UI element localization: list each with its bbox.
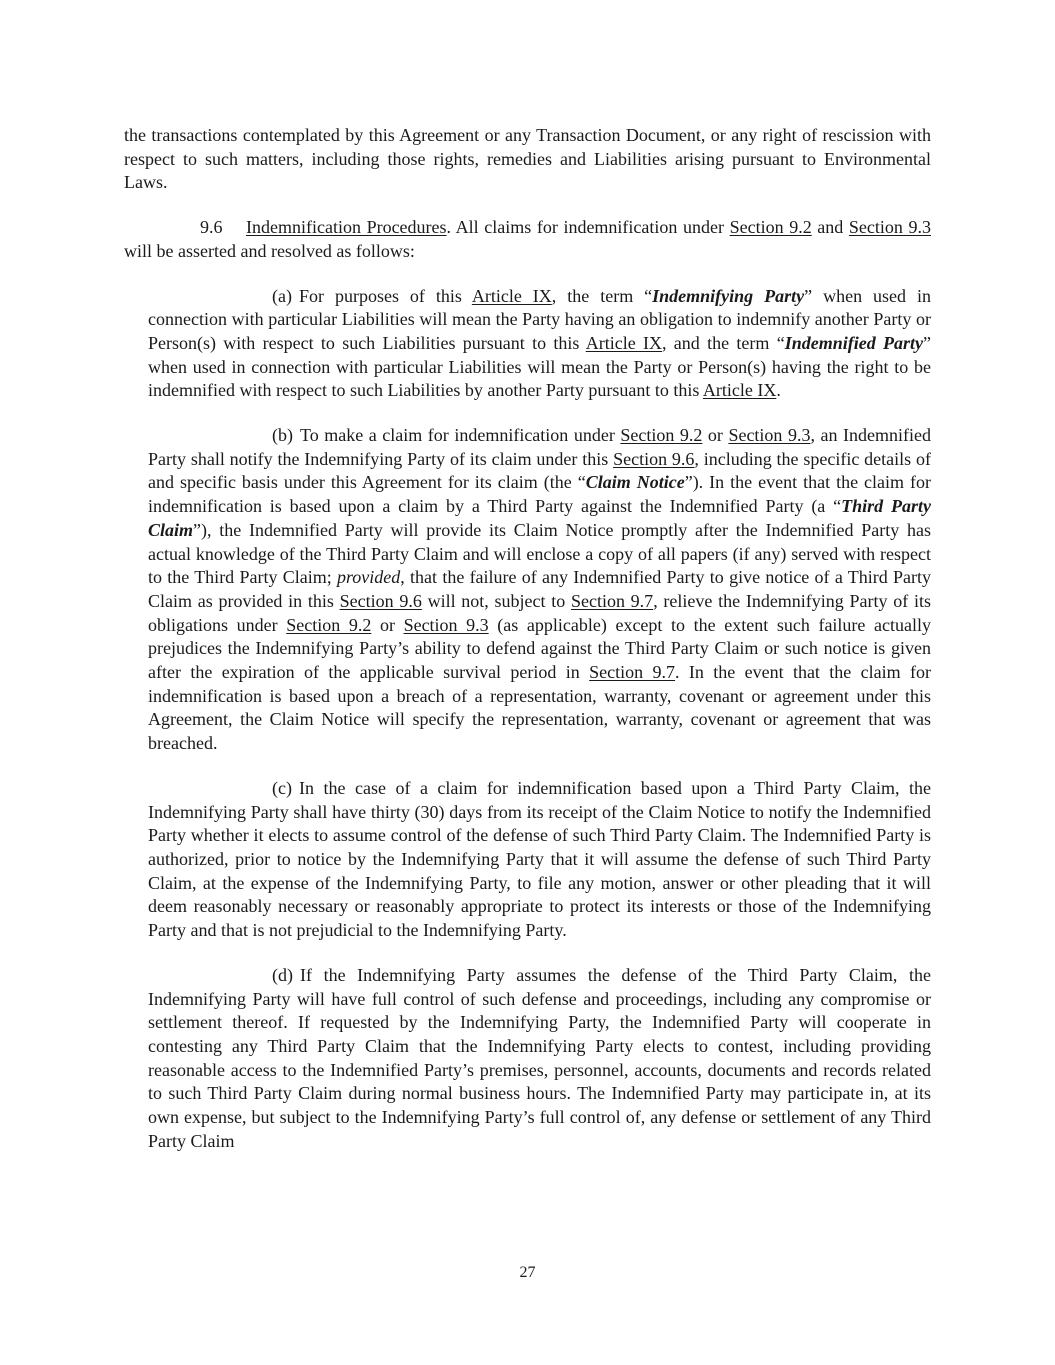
section-ref: Section 9.7 <box>589 662 676 683</box>
section-ref: Section 9.6 <box>613 448 695 469</box>
article-ix-ref: Article IX <box>702 380 777 401</box>
section-number: 9.6 <box>200 217 223 238</box>
section-ref: Section 9.2 <box>620 425 703 446</box>
article-ix-ref: Article IX <box>585 332 662 353</box>
section-9-3-ref: Section 9.3 <box>848 217 931 238</box>
defined-term: Indemnified Party <box>784 332 923 353</box>
article-ix-ref: Article IX <box>471 285 552 306</box>
section-ref: Section 9.3 <box>728 425 811 446</box>
document-page <box>124 124 931 1174</box>
page-number: 27 <box>519 1264 536 1281</box>
section-heading: Indemnification Procedures <box>246 217 447 238</box>
section-ref: Section 9.3 <box>403 614 489 635</box>
subsection-b: (b) To make a claim for indemnification under Section 9.2 or Section 9.3, an Indemnified Party shall notify the Indemnifying Party of its claim under this Section 9.6, including the specific details of and specific basis under this Agreement for its claim (the “Claim Notice”). In the event that the claim for indemnification is based upon a claim by a Third Party against the Indemnified Party (a “Third Party Claim”), the Indemnified Party will provide its Claim Notice promptly after the Indemnified Party has actual knowledge of the Third Party Claim and will enclose a copy of all papers (if any) served with respect to the Third Party Claim; provided, that the failure of any Indemnified Party to give notice of a Third Party Claim as provided in this Section 9.6 will not, subject to Section 9.7, relieve the Indemnifying Party of its obligations under Section 9.2 or Section 9.3 (as applicable) except to the extent such failure actually prejudices the Indemnifying Party’s ability to defend against the Third Party Claim or such notice is given after the expiration of the applicable survival period in Section 9.7. In the event that the claim for indemnification is based upon a breach of a representation, warranty, covenant or agreement under this Agreement, the Claim Notice will specify the representation, warranty, covenant or agreement that was breached. <box>148 425 932 754</box>
section-ref: Section 9.6 <box>339 590 422 611</box>
section-9-2-ref: Section 9.2 <box>729 217 812 238</box>
defined-term: Indemnifying Party <box>652 285 805 306</box>
section-9-6-paragraph: 9.6 Indemnification Procedures. All claims for indemnification under Section 9.2 and Section 9.3 will be asserted and resolved as follows: <box>124 217 931 261</box>
subsection-label: (a) <box>272 285 292 306</box>
subsection-label: (d) <box>272 964 293 985</box>
subsection-label: (c) <box>272 777 292 798</box>
subsection-c: (c) In the case of a claim for indemnification based upon a Third Party Claim, the Indemnifying Party shall have thirty (30) days from its receipt of the Claim Notice to notify the Indemnified Party whether it elects to assume control of the defense of such Third Party Claim. The Indemnified Party is authorized, prior to notice by the Indemnifying Party that it will assume the defense of such Third Party Claim, at the expense of the Indemnifying Party, to file any motion, answer or other pleading that it will deem reasonably necessary or reasonably appropriate to protect its interests or those of the Indemnifying Party and that is not prejudicial to the Indemnifying Party. <box>148 777 931 941</box>
defined-term: Third Party Claim <box>148 496 931 540</box>
proviso-term: provided <box>336 567 401 588</box>
subsection-a: (a) For purposes of this Article IX, the term “Indemnifying Party” when used in connection with particular Liabilities will mean the Party having an obligation to indemnify another Party or Person(s) with respect to such Liabilities pursuant to this Article IX, and the term “Indemnified Party” when used in connection with particular Liabilities will mean the Party or Person(s) having the right to be indemnified with respect to such Liabilities by another Party pursuant to this Article IX. <box>148 285 931 401</box>
subsection-d: (d) If the Indemnifying Party assumes the defense of the Third Party Claim, the Indemnifying Party will have full control of such defense and proceedings, including any compromise or settlement thereof. If requested by the Indemnifying Party, the Indemnified Party will cooperate in contesting any Third Party Claim that the Indemnifying Party elects to contest, including providing reasonable access to the Indemnified Party’s premises, personnel, accounts, documents and records related to such Third Party Claim during normal business hours. The Indemnified Party may participate in, at its own expense, but subject to the Indemnifying Party’s full control of, any defense or settlement of any Third Party Claim <box>148 964 931 1151</box>
section-ref: Section 9.7 <box>570 590 654 611</box>
intro-paragraph: the transactions contemplated by this Agreement or any Transaction Document, or any right of rescission with respect to such matters, including those rights, remedies and Liabilities arising pursuant to Environmental Laws. <box>124 125 931 193</box>
subsection-label: (b) <box>272 425 293 446</box>
section-ref: Section 9.2 <box>286 614 372 635</box>
defined-term: Claim Notice <box>585 472 685 493</box>
